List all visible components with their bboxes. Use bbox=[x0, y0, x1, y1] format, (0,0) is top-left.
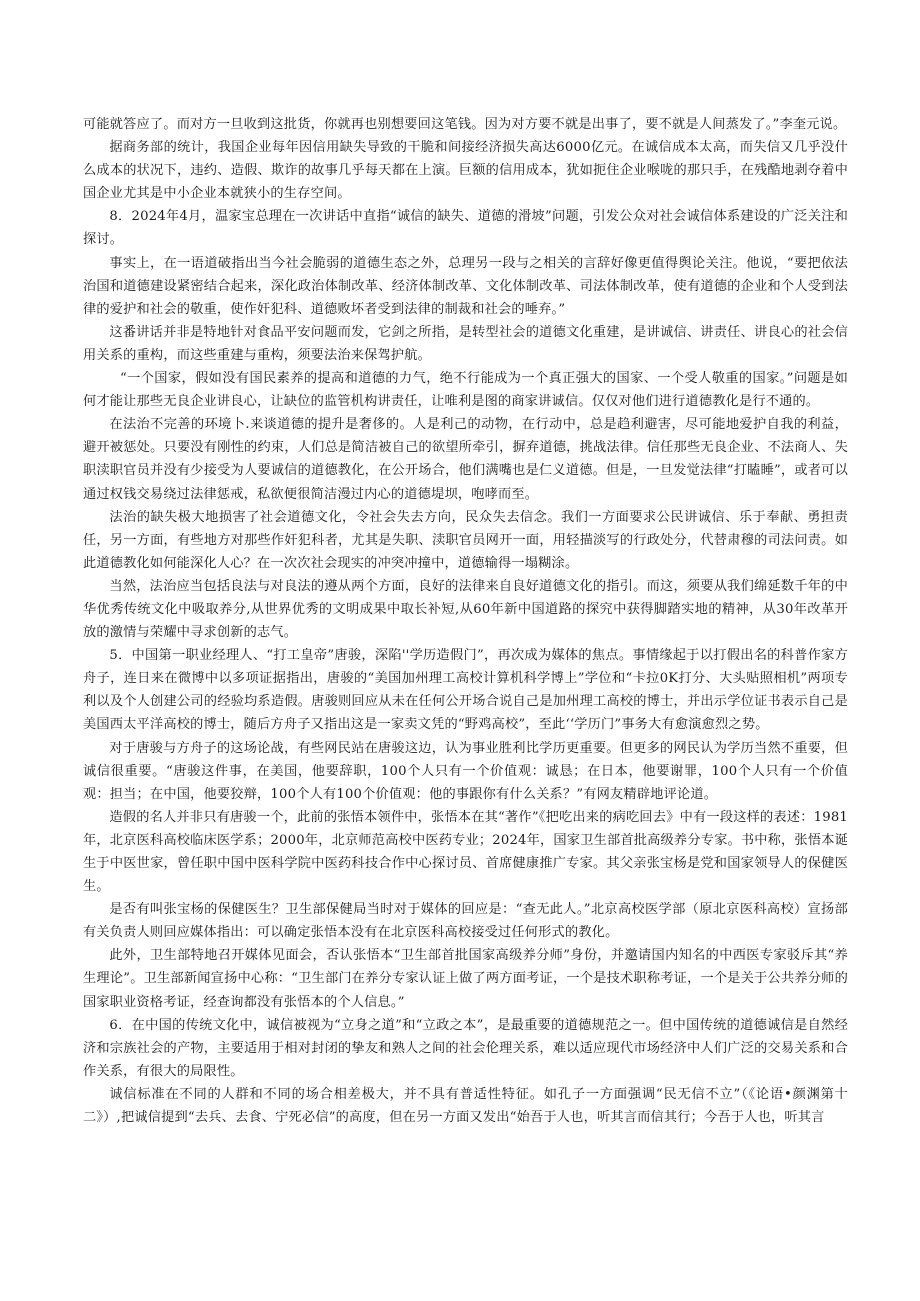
paragraph: 6．在中国的传统文化中，诚信被视为“立身之道”和“立政之本”，是最重要的道德规范之一。但中国传统的道德诚信是自然经济和宗族社会的产物，主要适用于相对封闭的挚友和熟人之间的社会伦理关系，难以适应现代市场经济中人们广泛的交易关系和合作关系，有很大的局限性。 bbox=[83, 1017, 848, 1079]
paragraph: 这番讲话并非是特地针对食品平安问题而发，它剑之所指，是转型社会的道德文化重建，是讲诚信、讲责任、讲良心的社会信用关系的重构，而这些重建与重构，须要法治来保驾护航。 bbox=[83, 324, 848, 363]
paragraph: 事实上，在一语道破指出当今社会脆弱的道德生态之外，总理另一段与之相关的言辞好像更值得舆论关注。他说，“要把依法治国和道德建设紧密结合起来，深化政治体制改革、经济体制改革、文化体制改革、司法体制改革，使有道德的企业和个人受到法律的爱护和社会的敬重，使作奸犯科、道德败坏者受到法律的制裁和社会的唾弃。” bbox=[83, 255, 848, 317]
paragraph: 造假的名人并非只有唐骏一个，此前的张悟本领件中，张悟本在其“著作”《把吃出来的病吃回去》中有一段这样的表述：1981年，北京医科高校临床医学系；2000年，北京师范高校中医药专业；2024年，国家卫生部首批高级养分专家。书中称，张悟本诞生于中医世家，曾任职中国中医科学院中医药科技合作中心探讨员、首席健康推广专家。其父亲张宝杨是党和国家领导人的保健医生。 bbox=[83, 809, 848, 895]
paragraph: 此外，卫生部特地召开媒体见面会，否认张悟本“卫生部首批国家高级养分师”身份，并邀请国内知名的中西医专家驳斥其“养生理论”。卫生部新闻宣扬中心称：“卫生部门在养分专家认证上做了两方面考证，一个是技术职称考证，一个是关于公共养分师的国家职业资格考证，经查询都没有张悟本的个人信息。” bbox=[83, 948, 848, 1010]
paragraph: 据商务部的统计，我国企业每年因信用缺失导致的干脆和间接经济损失高达6000亿元。在诚信成本太高，而失信又几乎没什么成本的状况下，违约、造假、欺诈的故事几乎每天都在上演。巨额的信用成本，犹如扼住企业喉咙的那只手，在残酷地剥夺着中国企业尤其是中小企业本就狭小的生存空间。 bbox=[83, 140, 848, 202]
paragraph: “一个国家，假如没有国民素养的提高和道德的力气，绝不行能成为一个真正强大的国家、一个受人敬重的国家。”问题是如何才能让那些无良企业讲良心，让缺位的监管机构讲责任，让唯利是图的商家讲诚信。仅仅对他们进行道德教化是行不通的。 bbox=[83, 371, 848, 410]
paragraph: 可能就答应了。而对方一旦收到这批货，你就再也别想要回这笔钱。因为对方要不就是出事了，要不就是人间蒸发了。”李奎元说。 bbox=[83, 117, 847, 132]
paragraph: 5．中国第一职业经理人、“打工皇帝”唐骏，深陷''学历造假门”，再次成为媒体的焦点。事情缘起于以打假出名的科普作家方舟子，连日来在微博中以多项证据指出，唐骏的“美国加州理工高校计算机科学博上”学位和“卡拉0K打分、大头贴照相机”两项专利以及个人创建公司的经验均系造假。唐骏则回应从未在任何公开场合说自己是加州理工高校的博士，并出示学位证书表示自己是美国西太平洋高校的博士，随后方舟子又指出这是一家卖文凭的“野鸡高校”，至此‘‘学历门”事务大有愈演愈烈之势。 bbox=[83, 648, 848, 733]
paragraph: 8．2024年4月，温家宝总理在一次讲话中直指“诚信的缺失、道德的滑坡”问题，引发公众对社会诚信体系建设的广泛关注和探讨。 bbox=[83, 209, 848, 248]
paragraph: 对于唐骏与方舟子的这场论战，有些网民站在唐骏这边，认为事业胜利比学历更重要。但更多的网民认为学历当然不重要，但诚信很重要。“唐骏这件事，在美国，他要辞职，100个人只有一个价值观：诚恳；在日本，他要谢罪，100个人只有一个价值观：担当；在中国，他要狡辩，100个人有100个价值观：他的事跟你有什么关系？”有网友精辟地评论道。 bbox=[83, 740, 848, 802]
paragraph: 是否有叫张宝杨的保健医生？卫生部保健局当时对于媒体的回应是：“查无此人。”北京高校医学部（原北京医科高校）宣扬部有关负责人则回应媒体指出：可以确定张悟本没有在北京医科高校接受过任何形式的教化。 bbox=[83, 902, 848, 941]
paragraph: 法治的缺失极大地损害了社会道德文化，令社会失去方向，民众失去信念。我们一方面要求公民讲诚信、乐于奉献、勇担责任，另一方面，有些地方对那些作奸犯科者，尤其是失职、渎职官员网开一面，用轻描淡写的行政处分，代替肃穆的司法问责。如此道德教化如何能深化人心？在一次次社会现实的冲突冲撞中，道德输得一塌糊涂。 bbox=[83, 509, 848, 571]
paragraph: 诚信标准在不同的人群和不同的场合相差极大，并不具有普适性特征。如孔子一方面强调“民无信不立”（《论语•颜渊第十二》）,把诚信提到“去兵、去食、宁死必信”的高度，但在另一方面又发出“始吾于人也，听其言而信其行；今吾于人也，听其言 bbox=[83, 1086, 848, 1126]
paragraph: 在法治不完善的环境卜.来谈道德的提升是奢侈的。人是利己的动物，在行动中，总是趋利避害，尽可能地爱护自我的利益，避开被惩处。只要没有刚性的约束，人们总是简洁被自己的欲望所牵引，摒弃道德，挑战法律。信任那些无良企业、不法商人、失职渎职官员并没有少接受为人要诚信的道德教化，在公开场合，他们满嘴也是仁义道德。但是，一旦发觉法律“打瞌睡”，或者可以通过权钱交易绕过法律惩戒，私欲便很简洁漫过内心的道德堤坝，咆哮而至。 bbox=[83, 417, 848, 502]
paragraph: 当然，法治应当包括良法与对良法的遵从两个方面，良好的法律来自良好道德文化的指引。而这，须要从我们绵延数千年的中华优秀传统文化中吸取养分,从世界优秀的文明成果中取长补短,从60年新中国道路的探究中获得脚踏实地的精神，从30年改革开放的激情与荣耀中寻求创新的志气。 bbox=[83, 578, 848, 641]
